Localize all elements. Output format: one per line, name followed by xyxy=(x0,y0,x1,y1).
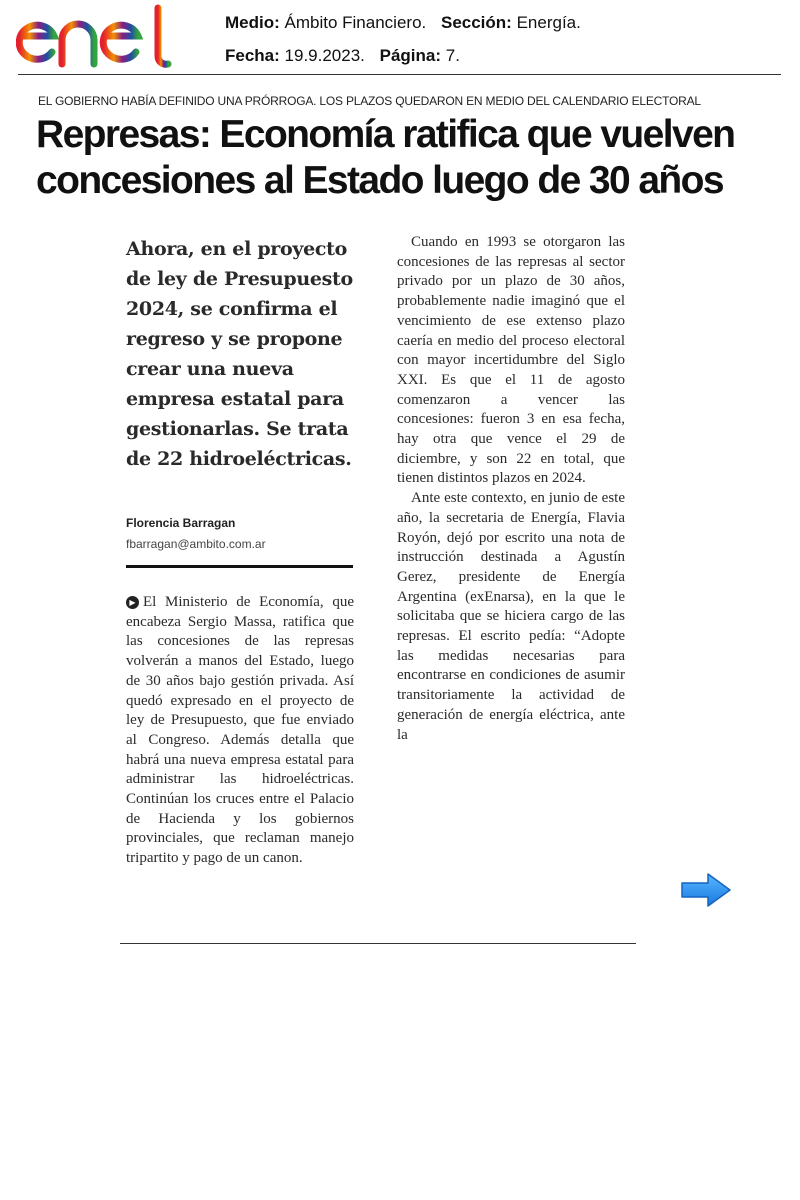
article-kicker: EL GOBIERNO HABÍA DEFINIDO UNA PRÓRROGA. LOS PLAZOS QUEDARON EN MEDIO DEL CALENDARIO ELECTORAL xyxy=(38,94,701,108)
article-headline: Represas: Economía ratifica que vuelven concesiones al Estado luego de 30 años xyxy=(36,113,735,202)
pagina-value: 7. xyxy=(445,46,460,65)
fecha-value: 19.9.2023. xyxy=(284,46,365,65)
article-body-left-text: El Ministerio de Economía, que encabeza Sergio Massa, ratifica que las concesiones de las represas volverán a manos del Estado, luego de 30 años bajo gestión privada. Así quedó expresado en el proyecto de ley de Presupuesto, que fue enviado al Congreso. Además detalla que habrá una nueva empresa estatal para administrar las hidroeléctricas. Continúan los cruces entre el Palacio de Hacienda y los gobiernos provinciales, que reclaman manejo tripartito y pago de un canon. xyxy=(126,594,354,867)
seccion-label: Sección: xyxy=(440,13,512,32)
author-divider xyxy=(126,565,353,568)
article-body-right xyxy=(397,233,625,745)
author-email: fbarragan@ambito.com.ar xyxy=(126,537,266,551)
play-bullet-icon: ▶ xyxy=(126,596,139,609)
article-paragraph: Cuando en 1993 se otorgaron las concesiones de las represas al sector privado por un plazo de 30 años, probablemente nadie imaginó que el vencimiento de ese extenso plazo caería en medio del proceso electoral con mayor incertidumbre del Siglo XXI. Es que el 11 de agosto comenzaron a vencer las concesiones: fueron 3 en esa fecha, hay otra que vence el 29 de diciembre, y son 22 en total, que tienen distintos plazos en 2024. xyxy=(397,234,625,487)
medio-value: Ámbito Financiero. xyxy=(284,13,427,32)
seccion-value: Energía. xyxy=(516,13,581,32)
article-body-left xyxy=(126,593,354,869)
arrow-right-icon[interactable] xyxy=(680,872,732,908)
enel-logo xyxy=(16,4,181,70)
footer-divider xyxy=(120,943,636,944)
publication-meta xyxy=(225,6,581,72)
author-name: Florencia Barragan xyxy=(126,516,236,530)
medio-label: Medio: xyxy=(225,13,280,32)
pagina-label: Página: xyxy=(379,46,442,65)
article-paragraph: Ante este contexto, en junio de este año, la secretaria de Energía, Flavia Royón, dejó por escrito una nota de instrucción destinada a Agustín Gerez, presidente de Energía Argentina (exEnarsa), en la que le solicitaba que se hiciera cargo de las represas. El escrito pedía: “Adopte las medidas necesarias para encontrarse en condiciones de asumir transitoriamente la actividad de generación de energía eléctrica, ante la xyxy=(397,490,625,743)
fecha-label: Fecha: xyxy=(225,46,280,65)
header-divider xyxy=(18,74,781,75)
article-lead: Ahora, en el proyecto de ley de Presupuesto 2024, se confirma el regreso y se propone crear una nueva empresa estatal para gestionarlas. Se trata de 22 hidroeléctricas. xyxy=(126,238,353,470)
